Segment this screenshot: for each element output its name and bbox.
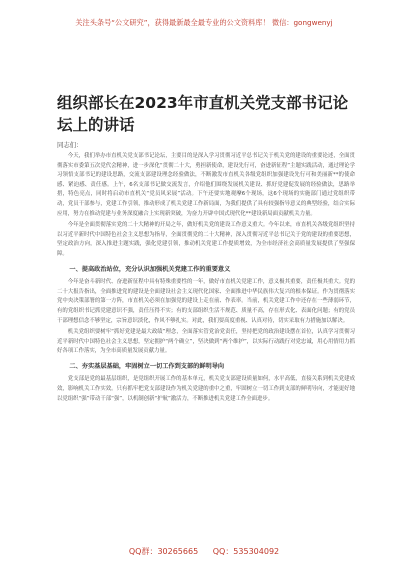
section-paragraph: 今年是奋斗新时代、奋进新征程中具有特殊重要性的一年，做好市直机关党建工作，意义极其重要，责任极其重大。党的二十大报告指出，全面推进党的建设是全面建设社会主义现代化国家、全面推进中华民族伟大复兴的根本保证。作为贯彻落实党中央决策部署的第一方阵，市直机关必须在加强党的建设上走在前、作表率。当前，机关党建工作中还存在一些薄弱环节，有的党组织书记抓党建意识不强，责任压得不实；有的支部组织生活不规范、质量不高，存在形式化、表面化问题；有的党员干部理想信念不够坚定，宗旨意识淡化，作风不够扎实。对此，我们要高度重视、认真对待，切实采取有力措施加以解决。 [57, 279, 355, 324]
qq-contact: QQ：535304092 [212, 547, 280, 556]
intro-paragraph: 今年是全面贯彻落实党的二十大精神的开局之年，做好机关党的建设工作意义重大。今年以来，市直机关各级党组织坚持以习近平新时代中国特色社会主义思想为指导，全面贯彻党的二十大精神，深入贯彻习近平总书记关于党的建设的重要思想，坚定政治方向，深入推进主题实践，强化党建引领，推动机关党建工作提质增效，为全市经济社会高质量发展提供了坚强保障。 [57, 222, 355, 257]
section-paragraph: 党支部是党的最基层组织，是党组织开展工作的基本单元，机关党支部建设质量如何，水平高低，直接关系到机关党建成效，影响机关工作实效。只有抓牢把党支部建设作为机关党建的重中之重，牢固树立一切工作到支部的鲜明导向，才能更好地以党组织“强”带动干部“强”，以机制创新“护航”激活力，不断推进机关党建工作全面进步。 [57, 376, 355, 402]
section-heading: 二、夯实基层基础，牢固树立一切工作到支部的鲜明导向 [69, 362, 225, 370]
document-title: 组织部长在2023年市直机关党支部书记论坛上的讲话 [57, 94, 349, 134]
footer-contact [0, 546, 408, 557]
section-paragraph: 机关党组织要树牢“抓好党建是最大政绩”理念，全面落实管党治党责任，坚持把党的政治建设摆在首位，认真学习贯彻习近平新时代中国特色社会主义思想，坚定拥护“两个确立”，坚决做到“两个维护”，以实际行动践行对党忠诚，用心用情用力抓好各项工作落实，为全市高质量发展贡献力量。 [57, 329, 355, 355]
intro-paragraph: 今天，我们举办市直机关党支部书记论坛，主要目的是深入学习贯彻习近平总书记关于机关党的建设的重要论述，全面贯彻落实市委第五次党代会精神，进一步深化“贯彻二十大，勇担新使命，建设先行可，奋进新征程”主题实践活动，通过理论学习领悟支部书记的建设思路，交流支部建设理念经验做法，不断激发市直机关各级党组织加强建设先行可和美丽新**的使命感、紧迫感、责任感。上午，6名支部书记做交流发言，介绍他们围绕发展机关建设、抓好党建促发展的经验做法，思路举措，特色亮点，同时将启动市直机关“党员风采展”活动。下午还要实地观摩6个现场，这6个现场的实施部门通过党组织带动，党员干部参与，党建工作引领，推动形成了机关党建工作新局面，为我们提供了具有较强指导意义的典型经验，结合实际应用，努力在推动党建与业务深度融合上实现新突破，为奋力开辟中国式现代化**建设新局面贡献机关力量。 [57, 153, 355, 217]
qq-group: QQ群：30265665 [128, 547, 199, 556]
greeting: 同志们： [57, 141, 83, 149]
top-banner: 关注头条号“公文研究”，获得最新最全最专业的公文资料库！ 微信：gongwenyj [75, 18, 333, 27]
document-body [57, 152, 355, 406]
section-heading: 一、提高政治站位，充分认识加强机关党建工作的重要意义 [69, 265, 231, 273]
